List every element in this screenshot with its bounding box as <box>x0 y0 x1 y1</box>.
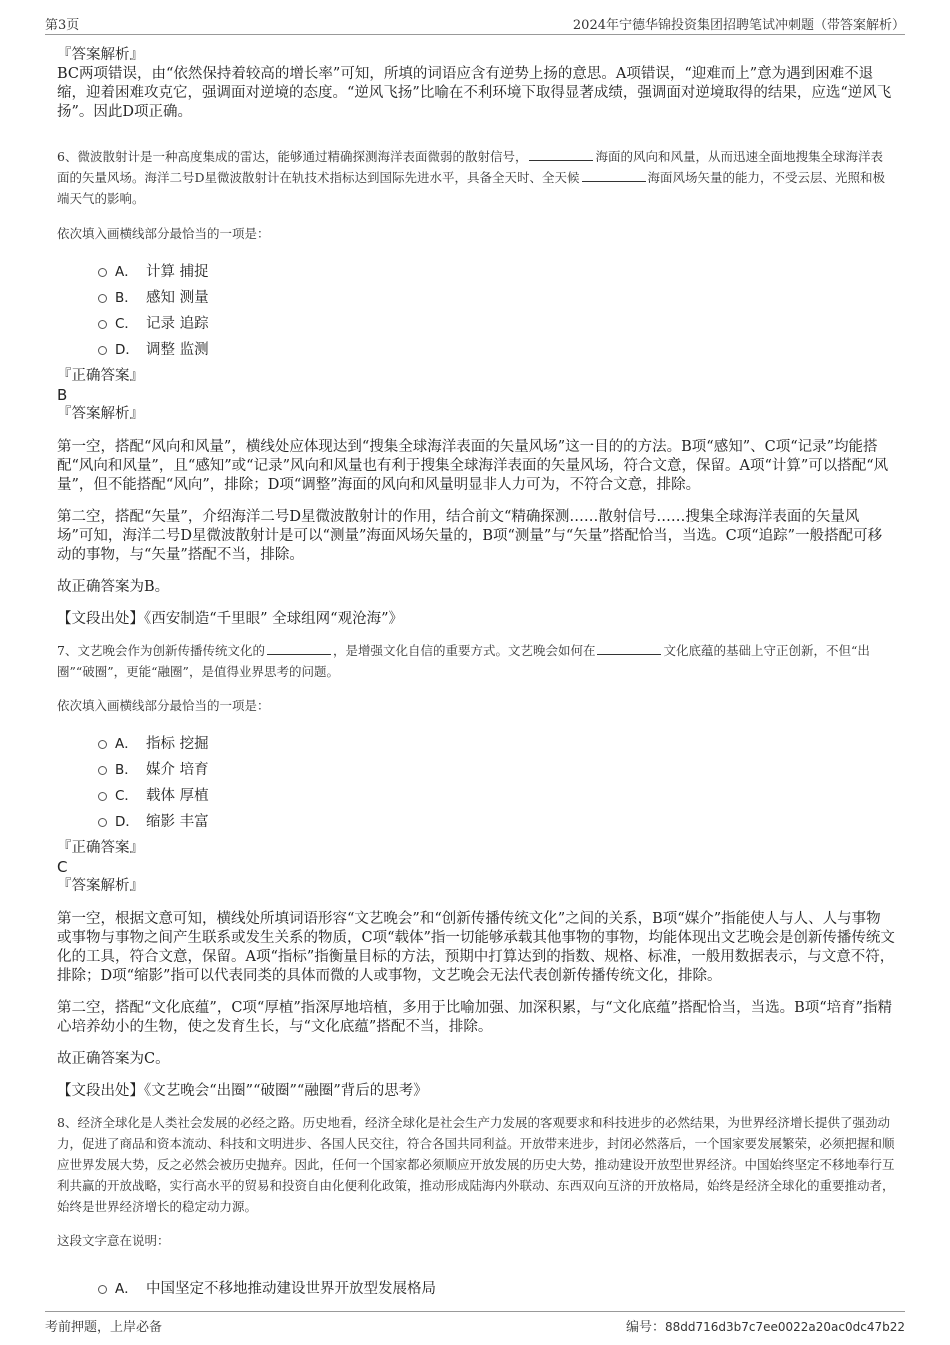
radio-icon[interactable] <box>98 792 107 801</box>
radio-icon[interactable] <box>98 346 107 355</box>
correct-answer: B <box>57 386 68 404</box>
page-header <box>45 14 905 35</box>
correct-answer: C <box>57 858 68 876</box>
question-8-stem: 8、经济全球化是人类社会发展的必经之路。历史地看，经济全球化是社会生产力发展的客观要求和科技进步的必然结果，为世界经济增长提供了强劲动力，促进了商品和资本流动、科技和文明进步、各国人民交往，符合各国共同利益。开放带来进步，封闭必然落后，一个国家要发展繁荣，必须把握和顺应世界发展大势，反之必然会被历史抛弃。因此，任何一个国家都必须顺应开放发展的历史大势，推动建设开放型世界经济。中国始终坚定不移地奉行互利共赢的开放战略，实行高水平的贸易和投资自由化便利化政策，推动形成陆海内外联动、东西双向互济的开放格局，始终是经济全球化的重要推动者，始终是世界经济增长的稳定动力源。 <box>57 1115 895 1214</box>
page-number: 第3页 <box>45 18 80 33</box>
option-c[interactable]: C． 载体 厚植 <box>57 783 895 809</box>
question-8-options <box>57 1276 895 1302</box>
analysis-conclusion: 故正确答案为C。 <box>57 1051 170 1067</box>
blank-2 <box>582 169 646 182</box>
option-c[interactable]: C． 记录 追踪 <box>57 311 895 337</box>
analysis-paragraph: 第一空，根据文意可知，横线处所填词语形容“文艺晚会”和“创新传播传统文化”之间的关系，B项“媒介”指能使人与人、人与事物或事物与事物之间产生联系或发生关系的物质，C项“载体”指一切能够承载其他事物的事物，均能体现出文艺晚会是创新传播传统文化的工具，符合文意，保留。A项“指标”指衡量目标的方法，预期中打算达到的指数、规格、标准，一般用数据表示，与文意不符，排除；D项“缩影”指可以代表同类的具体而微的人或事物，文艺晚会无法代表创新传播传统文化，排除。 <box>57 911 895 984</box>
document-title: 2024年宁德华锦投资集团招聘笔试冲刺题（带答案解析） <box>572 18 905 33</box>
analysis-conclusion: 故正确答案为B。 <box>57 579 170 595</box>
question-6 <box>57 146 895 629</box>
question-8 <box>57 1112 895 1302</box>
question-6-prompt: 依次填入画横线部分最恰当的一项是： <box>57 226 270 241</box>
question-6-options <box>57 259 895 363</box>
blank-1 <box>529 148 593 161</box>
prev-analysis-label: 『答案解析』 <box>57 47 144 63</box>
analysis-label: 『答案解析』 <box>57 406 144 422</box>
option-a[interactable]: A． 中国坚定不移地推动建设世界开放型发展格局 <box>57 1276 895 1302</box>
source-citation: 【文段出处】《文艺晚会“出圈”“破圈”“融圈”背后的思考》 <box>57 1083 428 1099</box>
option-b[interactable]: B． 感知 测量 <box>57 285 895 311</box>
question-7-prompt: 依次填入画横线部分最恰当的一项是： <box>57 698 270 713</box>
radio-icon[interactable] <box>98 1285 107 1294</box>
correct-answer-label: 『正确答案』 <box>57 368 144 384</box>
radio-icon[interactable] <box>98 320 107 329</box>
radio-icon[interactable] <box>98 268 107 277</box>
radio-icon[interactable] <box>98 766 107 775</box>
analysis-label: 『答案解析』 <box>57 878 144 894</box>
document-code: 编号：88dd716d3b7c7ee0022a20ac0dc47b22 <box>625 1320 905 1335</box>
option-d[interactable]: D． 缩影 丰富 <box>57 809 895 835</box>
footer-slogan: 考前押题，上岸必备 <box>45 1320 163 1335</box>
option-a[interactable]: A． 计算 捕捉 <box>57 259 895 285</box>
question-6-stem: 6、微波散射计是一种高度集成的雷达，能够通过精确探测海洋表面微弱的散射信号， 海面的风向和风量，从而迅速全面地搜集全球海洋表面的矢量风场。海洋二号D星微波散射计在轨技术指标达到国际先进水平，具备全天时、全天候 海面风场矢量的能力，不受云层、光照和极端天气的影响。 <box>57 149 886 206</box>
question-7-stem: 7、文艺晚会作为创新传播传统文化的 ，是增强文化自信的重要方式。文艺晚会如何在 文化底蕴的基础上守正创新，不但“出圈”“破圈”，更能“融圈”，是值得业界思考的问题。 <box>57 643 870 679</box>
option-d[interactable]: D． 调整 监测 <box>57 337 895 363</box>
page-content <box>57 46 895 1302</box>
analysis-paragraph: 第二空，搭配“矢量”，介绍海洋二号D星微波散射计的作用，结合前文“精确探测……散射信号……搜集全球海洋表面的矢量风场”可知，海洋二号D星微波散射计是可以“测量”海面风场矢量的，B项“测量”与“矢量”搭配恰当，当选。C项“追踪”一般搭配可移动的事物，与“矢量”搭配不当，排除。 <box>57 509 883 563</box>
prev-analysis-text: BC两项错误，由“依然保持着较高的增长率”可知，所填的词语应含有逆势上扬的意思。A项错误，“迎难而上”意为遇到困难不退缩，迎着困难攻克它，强调面对逆境的态度。“逆风飞扬”比喻在不利环境下取得显著成绩，强调面对逆境取得的结果，应选“逆风飞扬”。因此D项正确。 <box>57 66 892 120</box>
analysis-paragraph: 第二空，搭配“文化底蕴”，C项“厚植”指深厚地培植，多用于比喻加强、加深积累，与“文化底蕴”搭配恰当，当选。B项“培育”指精心培养幼小的生物，使之发育生长，与“文化底蕴”搭配不当，排除。 <box>57 1000 893 1035</box>
blank-2 <box>597 642 661 655</box>
radio-icon[interactable] <box>98 740 107 749</box>
option-b[interactable]: B． 媒介 培育 <box>57 757 895 783</box>
radio-icon[interactable] <box>98 294 107 303</box>
analysis-paragraph: 第一空，搭配“风向和风量”，横线处应体现达到“搜集全球海洋表面的矢量风场”这一目的的方法。B项“感知”、C项“记录”均能搭配“风向和风量”，且“感知”或“记录”风向和风量也有利于搜集全球海洋表面的矢量风场，符合文意，保留。A项“计算”可以搭配“风量”，但不能搭配“风向”，排除；D项“调整”海面的风向和风量明显非人力可为，不符合文意，排除。 <box>57 439 889 493</box>
question-7-options <box>57 731 895 835</box>
source-citation: 【文段出处】《西安制造“千里眼” 全球组网“观沧海”》 <box>57 611 404 627</box>
radio-icon[interactable] <box>98 818 107 827</box>
question-7 <box>57 640 895 1101</box>
correct-answer-label: 『正确答案』 <box>57 840 144 856</box>
option-a[interactable]: A． 指标 挖掘 <box>57 731 895 757</box>
blank-1 <box>267 642 331 655</box>
question-8-prompt: 这段文字意在说明： <box>57 1233 170 1248</box>
page-footer <box>45 1311 905 1334</box>
